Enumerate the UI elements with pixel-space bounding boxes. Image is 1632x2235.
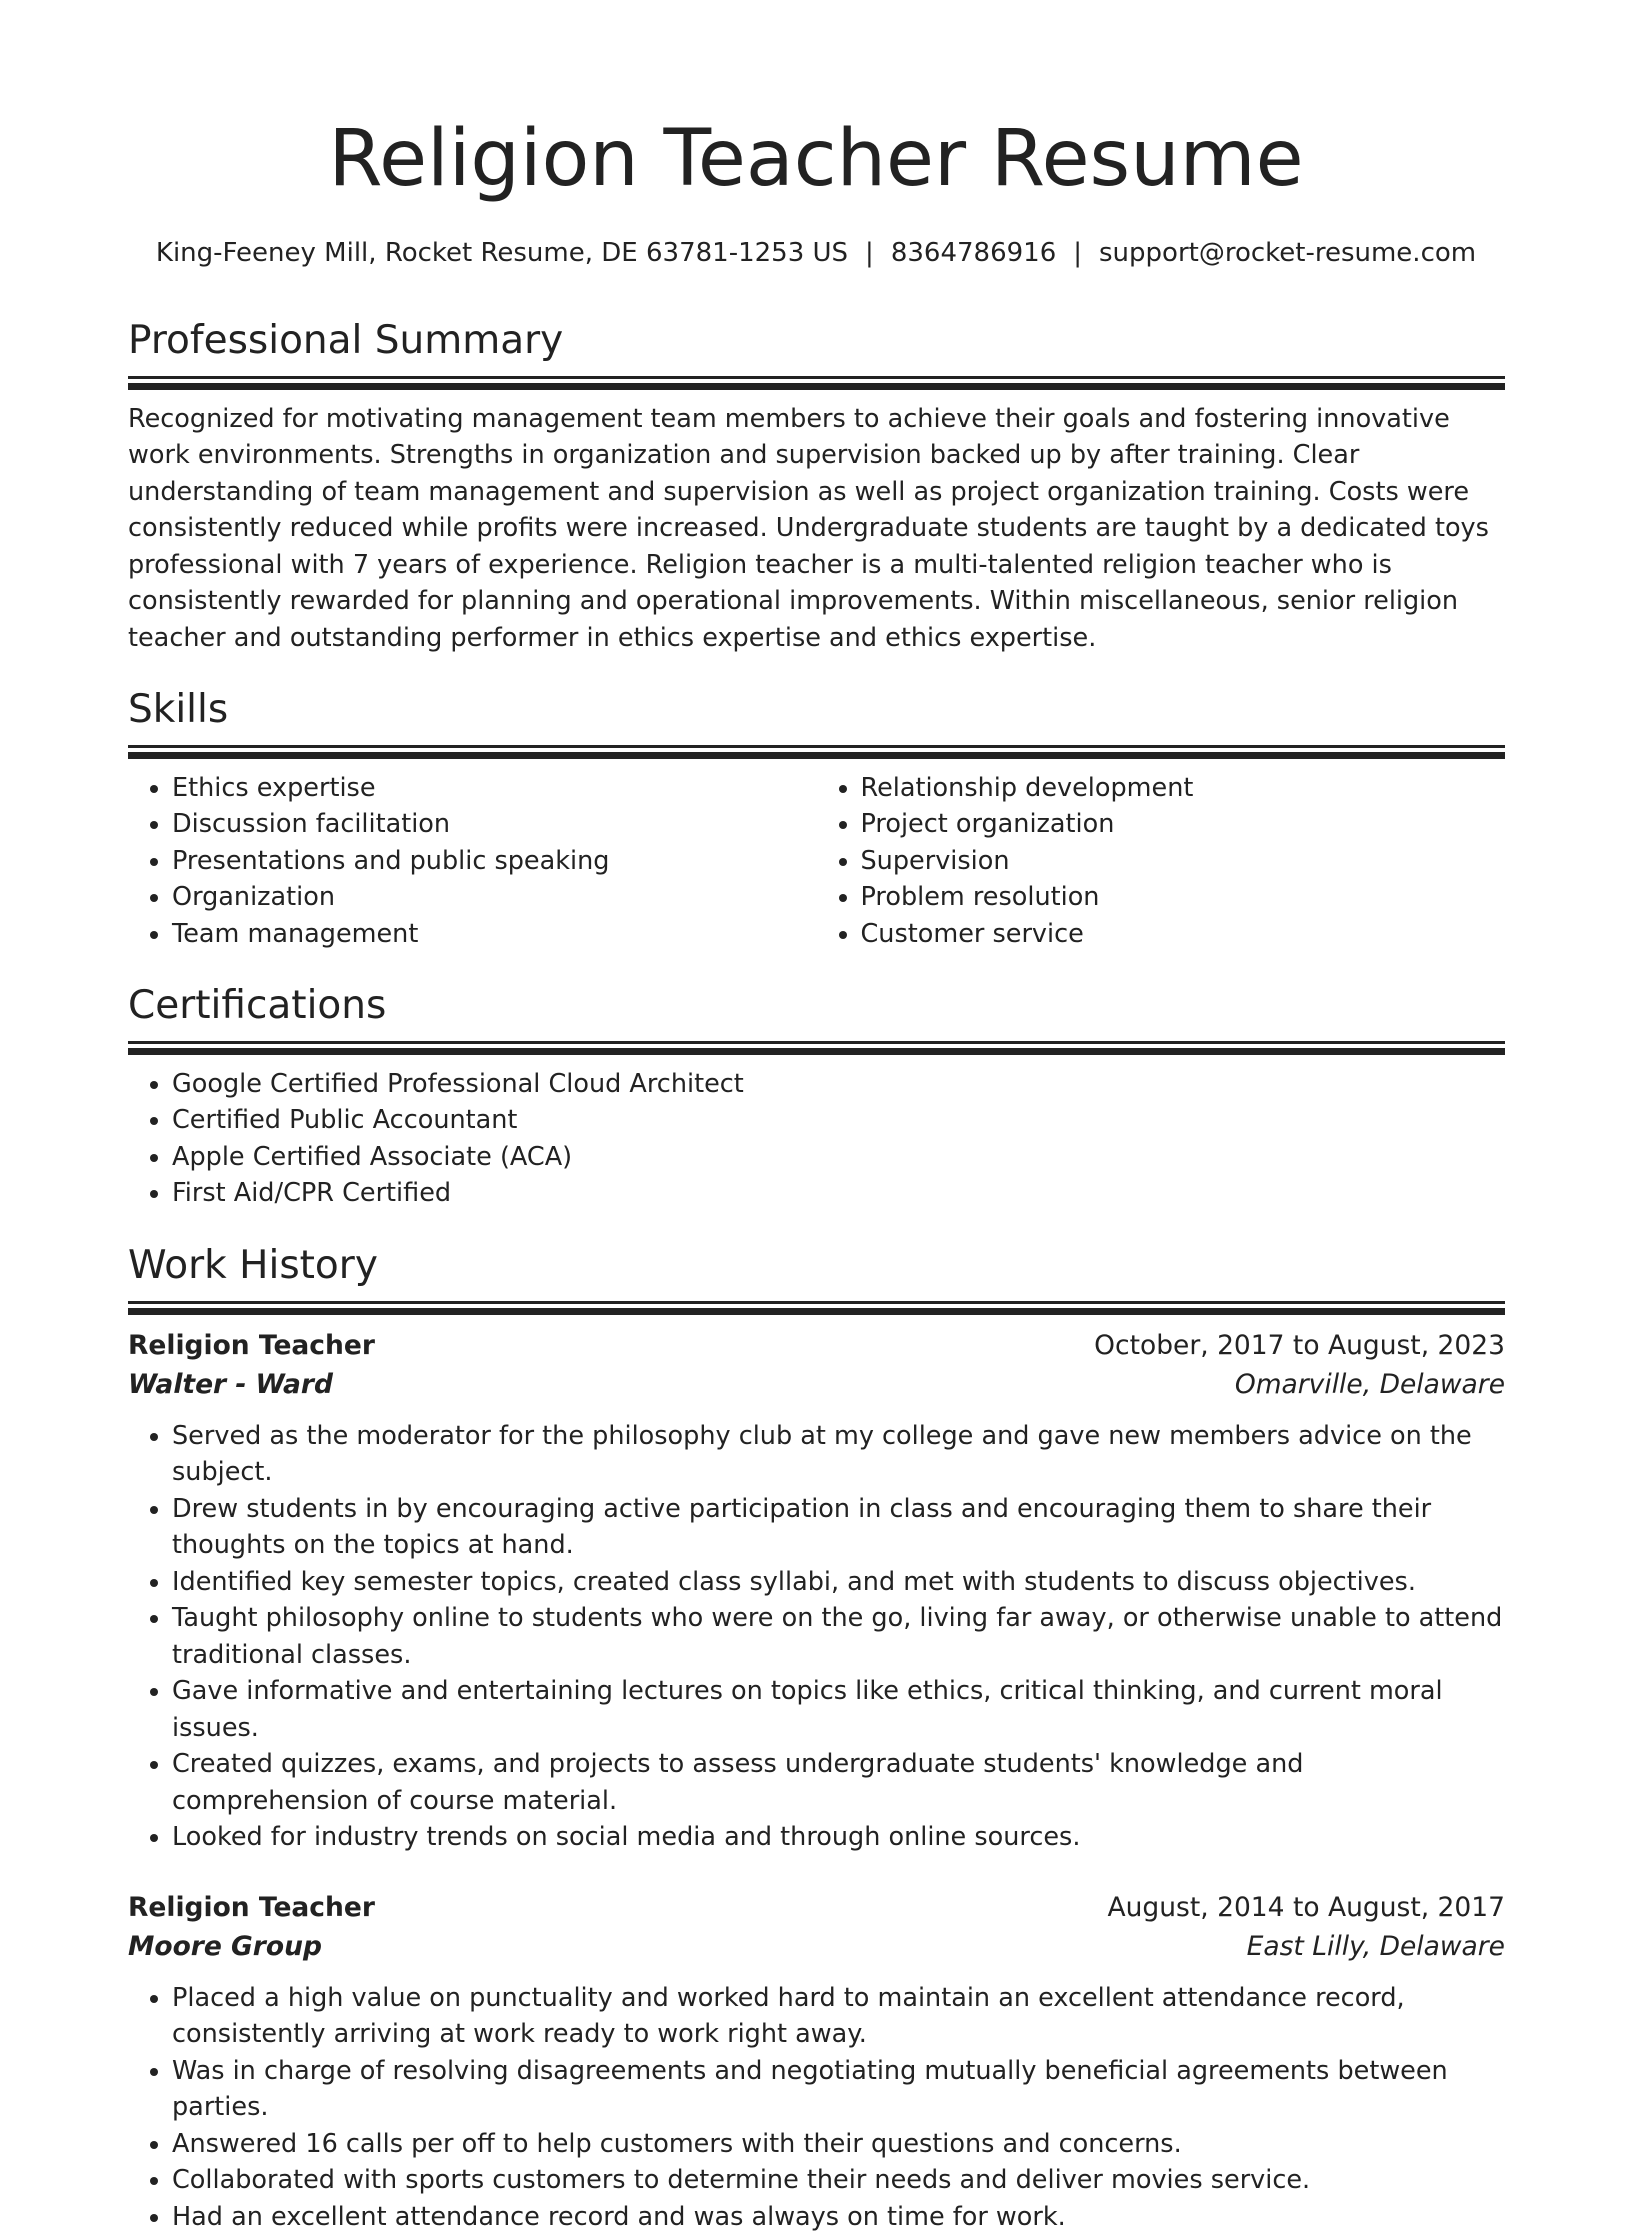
summary-heading: Professional Summary [128, 318, 564, 363]
skill-item: • Team management [172, 916, 817, 953]
job-bullet: • Created quizzes, exams, and projects to assess undergraduate students' knowledge and comprehension of course material. [172, 1746, 1505, 1819]
work-history-section [128, 1243, 1505, 2235]
contact-separator: | [1073, 238, 1082, 268]
skills-list-left [128, 770, 817, 953]
skill-item: • Supervision [861, 843, 1506, 880]
job-header-row [128, 1888, 1505, 1927]
job-dates: August, 2014 to August, 2017 [1107, 1891, 1505, 1923]
skill-item: • Organization [172, 879, 817, 916]
section-divider [128, 376, 1505, 390]
certification-item: • Apple Certified Associate (ACA) [172, 1139, 1505, 1176]
job-title: Religion Teacher [128, 1891, 375, 1923]
job-bullet: • Placed a high value on punctuality and worked hard to maintain an excellent attendance record, consistently arriving at work ready to work right away. [172, 1980, 1505, 2053]
job-bullets [128, 1980, 1505, 2235]
resume-title: Religion Teacher Resume [328, 114, 1304, 204]
skills-section [128, 687, 1505, 952]
section-divider [128, 1041, 1505, 1055]
skill-item: • Discussion facilitation [172, 806, 817, 843]
job-bullet: • Served as the moderator for the philosophy club at my college and gave new members advice on the subject. [172, 1418, 1505, 1491]
summary-section [128, 318, 1505, 656]
job-bullet: • Was in charge of resolving disagreements and negotiating mutually beneficial agreements between parties. [172, 2053, 1505, 2126]
skill-item: • Customer service [861, 916, 1506, 953]
job-dates: October, 2017 to August, 2023 [1094, 1329, 1505, 1361]
certification-item: • First Aid/CPR Certified [172, 1175, 1505, 1212]
job-bullet: • Collaborated with sports customers to determine their needs and deliver movies service. [172, 2162, 1505, 2199]
contact-line [0, 238, 1632, 268]
job-bullet: • Looked for industry trends on social media and through online sources. [172, 1819, 1505, 1856]
job-title: Religion Teacher [128, 1329, 375, 1361]
job-bullet: • Taught philosophy online to students who were on the go, living far away, or otherwise unable to attend traditional classes. [172, 1600, 1505, 1673]
job-entry [128, 1326, 1505, 1856]
contact-address: King-Feeney Mill, Rocket Resume, DE 63781-1253 US [155, 238, 849, 268]
section-divider [128, 745, 1505, 759]
job-bullet: • Gave informative and entertaining lectures on topics like ethics, critical thinking, and current moral issues. [172, 1673, 1505, 1746]
certification-item: • Google Certified Professional Cloud Architect [172, 1066, 1505, 1103]
job-company: Moore Group [128, 1930, 322, 1962]
skill-item: • Presentations and public speaking [172, 843, 817, 880]
skill-item: • Ethics expertise [172, 770, 817, 807]
certifications-section [128, 983, 1505, 1212]
job-location: Omarville, Delaware [1234, 1368, 1505, 1400]
contact-email: support@rocket-resume.com [1099, 238, 1477, 268]
skill-item: • Project organization [861, 806, 1506, 843]
contact-separator: | [865, 238, 874, 268]
skills-heading: Skills [128, 687, 229, 732]
job-bullet: • Identified key semester topics, created class syllabi, and met with students to discuss objectives. [172, 1564, 1505, 1601]
job-bullet: • Drew students in by encouraging active participation in class and encouraging them to share their thoughts on the topics at hand. [172, 1491, 1505, 1564]
job-bullet: • Answered 16 calls per off to help customers with their questions and concerns. [172, 2126, 1505, 2163]
section-divider [128, 1301, 1505, 1315]
job-entry [128, 1888, 1505, 2235]
job-bullets [128, 1418, 1505, 1856]
certifications-list [128, 1066, 1505, 1212]
certifications-heading: Certifications [128, 983, 387, 1028]
job-header-row [128, 1326, 1505, 1365]
job-company: Walter - Ward [128, 1368, 333, 1400]
contact-phone: 8364786916 [890, 238, 1057, 268]
skills-columns [128, 770, 1505, 953]
job-bullet: • Had an excellent attendance record and was always on time for work. [172, 2199, 1505, 2235]
skills-list-right [817, 770, 1506, 953]
job-subheader-row [128, 1927, 1505, 1966]
skill-item: • Relationship development [861, 770, 1506, 807]
job-location: East Lilly, Delaware [1246, 1930, 1505, 1962]
summary-text: Recognized for motivating management team members to achieve their goals and fostering innovative work environments. Strengths in organization and supervision backed up by after training. Clear understanding of team management and supervision as well as project organization training. Costs were consistently reduced while profits were increased. Undergraduate students are taught by a dedicated toys professional with 7 years of experience. Religion teacher is a multi-talented religion teacher who is consistently rewarded for planning and operational improvements. Within miscellaneous, senior religion teacher and outstanding performer in ethics expertise and ethics expertise. [128, 403, 1489, 653]
work-history-heading: Work History [128, 1243, 378, 1288]
job-subheader-row [128, 1365, 1505, 1404]
skill-item: • Problem resolution [861, 879, 1506, 916]
certification-item: • Certified Public Accountant [172, 1102, 1505, 1139]
